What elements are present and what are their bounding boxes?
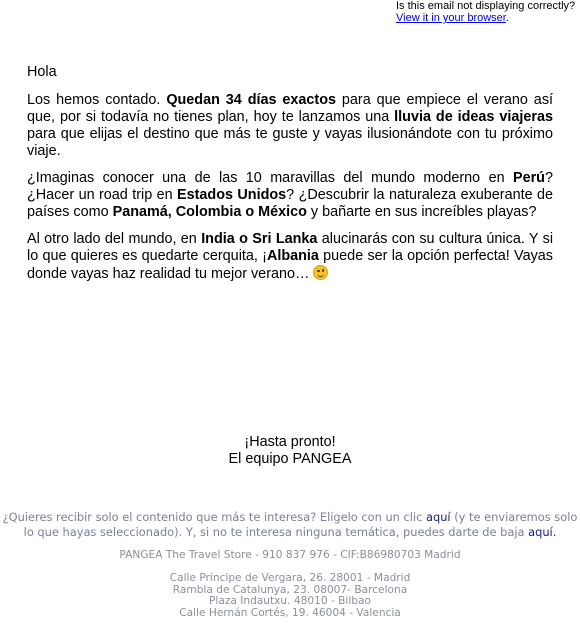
text: y bañarte en sus increíbles playas? — [306, 204, 537, 220]
bold-text: Panamá, Colombia o México — [112, 204, 307, 220]
text: ¿Imaginas conocer una de las 10 maravillas del mundo moderno en — [27, 170, 513, 186]
address-valencia: Calle Hernán Cortés, 19. 46004 - Valencia — [179, 606, 401, 619]
bold-text: Albania — [266, 248, 319, 264]
company-info: PANGEA The Travel Store - 910 837 976 - CIF:B86980703 Madrid — [119, 549, 461, 561]
view-in-browser-link[interactable]: View it in your browser — [396, 12, 506, 24]
winking-face-icon — [313, 265, 328, 280]
signoff-greeting: ¡Hasta pronto! — [244, 434, 336, 450]
text: puede ser la opción perfecta! Vayas donde vayas haz realidad tu mejor verano… — [27, 248, 553, 282]
paragraph-asia-europe — [27, 231, 553, 283]
text: alucinarás con su cultura única. Y si lo que quieres es quedarte cerquita, ¡ — [27, 231, 554, 264]
unsubscribe-link[interactable]: aquí. — [528, 525, 557, 539]
bold-text: lluvia de ideas viajeras — [394, 109, 553, 125]
preferences-link[interactable]: aquí — [426, 510, 451, 524]
text: Los hemos contado. — [27, 92, 167, 108]
paragraph-americas — [27, 170, 553, 221]
address-madrid: Calle Príncipe de Vergara, 26. 28001 - Madrid — [169, 572, 411, 584]
greeting: Hola — [27, 64, 57, 80]
address-bilbao: Plaza Indautxu. 48010 - Bilbao — [209, 595, 371, 608]
text: para que elijas el destino que más te guste y vayas ilusionándote con tu próximo viaje. — [27, 126, 553, 159]
signoff — [0, 434, 580, 468]
signoff-team: El equipo PANGEA — [228, 451, 352, 467]
preferences-notice — [0, 510, 580, 540]
preheader-question: Is this email not displaying correctly? — [396, 0, 576, 12]
text: (y te enviaremos solo lo que hayas seleccionado). Y, si no te interesa ninguna temática, puedes darte de baja — [23, 510, 578, 539]
text: Al otro lado del mundo, en — [27, 231, 202, 247]
preheader-link-line — [396, 12, 575, 24]
preheader — [396, 0, 575, 24]
bold-text: India o Sri Lanka — [201, 231, 318, 247]
paragraph-intro — [27, 92, 553, 160]
address-barcelona: Rambla de Catalunya, 23. 08007- Barcelona — [172, 583, 408, 596]
text: para que empiece el verano así que, por si todavía no tienes plan, hoy te lanzamos una — [27, 92, 554, 125]
store-addresses — [0, 573, 580, 619]
text: ¿Quieres recibir solo el contenido que más te interesa? Elígelo con un clic — [2, 510, 426, 524]
text: ? ¿Hacer un road trip en — [27, 170, 553, 203]
email-body — [27, 64, 553, 293]
bold-text: Estados Unidos — [177, 187, 287, 203]
text: ? ¿Descubrir la naturaleza exuberante de países como — [27, 187, 553, 220]
preheader-link-suffix: . — [505, 12, 509, 24]
bold-text: Perú — [512, 170, 545, 186]
bold-text: Quedan 34 días exactos — [166, 92, 336, 108]
